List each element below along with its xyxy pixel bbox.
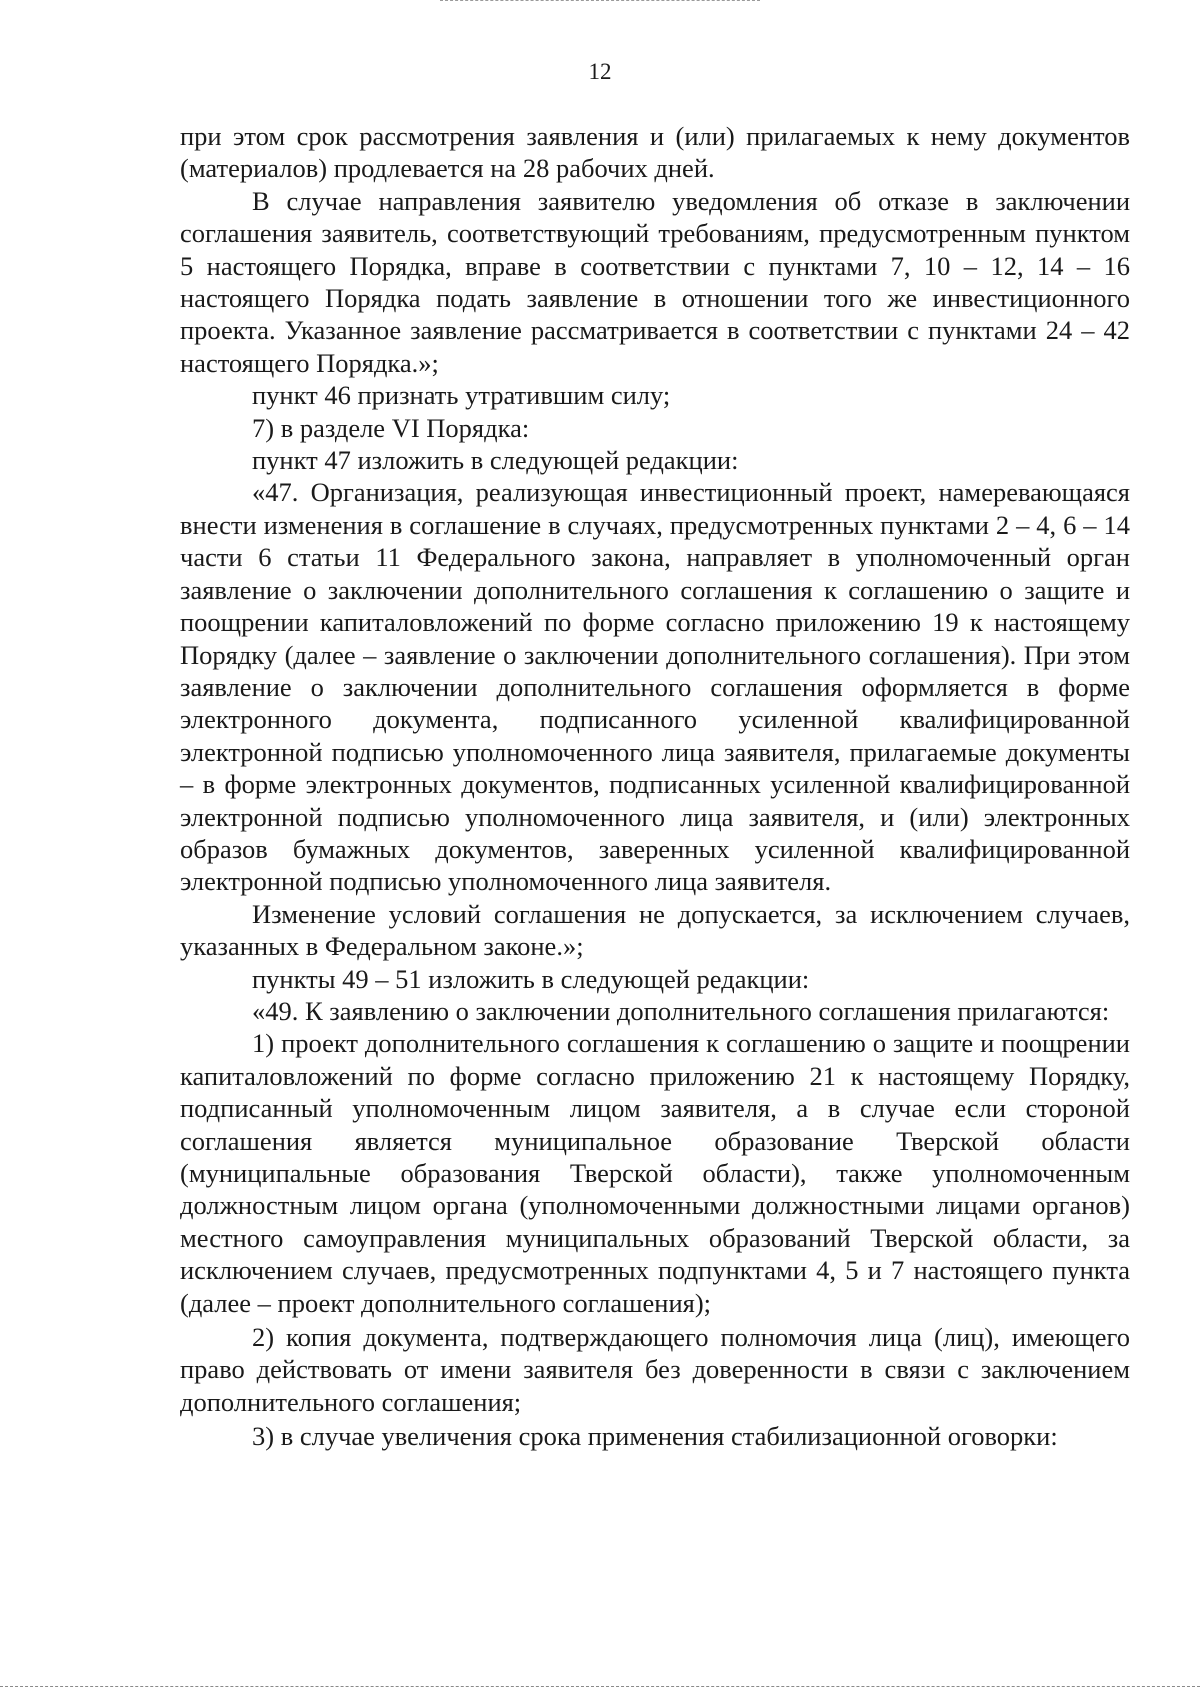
paragraph-points-49-51-intro: пункты 49 – 51 изложить в следующей редакции:	[252, 963, 810, 994]
scan-edge-bottom	[0, 1686, 1200, 1687]
paragraph-point-47: «47. Организация, реализующая инвестиционный проект, намеревающаяся внести изменения в соглашение в случаях, предусмотренных пунктами 2 – 4, 6 – 14 части 6 статьи 11 Федерального закона, направляет в уполномоченный орган заявление о заключении дополнительного соглашения к соглашению о защите и поощрении капиталовложений по форме согласно приложению 19 к настоящему Порядку (далее – заявление о заключении дополнительного соглашения). При этом заявление о заключении дополнительного соглашения оформляется в форме электронного документа, подписанного усиленной квалифицированной электронной подписью уполномоченного лица заявителя, прилагаемые документы – в форме электронных документов, подписанных усиленной квалифицированной электронной подписью уполномоченного лица заявителя, и (или) электронных образов бумажных документов, заверенных усиленной квалифицированной электронной подписью уполномоченного лица заявителя.	[180, 477, 1130, 897]
paragraph-refusal-notice: В случае направления заявителю уведомления об отказе в заключении соглашения заявитель, соответствующий требованиям, предусмотренным пунктом 5 настоящего Порядка, вправе в соответствии с пунктами 7, 10 – 12, 14 – 16 настоящего Порядка подать заявление в отношении того же инвестиционного проекта. Указанное заявление рассматривается в соответствии с пунктами 24 – 42 настоящего Порядка.»;	[180, 185, 1130, 378]
list-item-1: 1) проект дополнительного соглашения к соглашению о защите и поощрении капиталовложений по форме согласно приложению 21 к настоящему Порядку, подписанный уполномоченным лицом заявителя, а в случае если стороной соглашения является муниципальное образование Тверской области (муниципальные образования Тверской области), также уполномоченным должностным лицом органа (уполномоченными должностными лицами органов) местного самоуправления муниципальных образований Тверской области, за исключением случаев, предусмотренных подпунктами 4, 5 и 7 настоящего пункта (далее – проект дополнительного соглашения);	[180, 1028, 1130, 1318]
paragraph-continuation: при этом срок рассмотрения заявления и (или) прилагаемых к нему документов (материалов) продлевается на 28 рабочих дней.	[180, 121, 1130, 184]
page-number: 12	[588, 59, 612, 84]
paragraph-conditions-change: Изменение условий соглашения не допускается, за исключением случаев, указанных в Федеральном законе.»;	[180, 898, 1130, 962]
document-body	[180, 120, 1130, 1453]
list-item-2: 2) копия документа, подтверждающего полномочия лица (лиц), имеющего право действовать от имени заявителя без доверенности в связи с заключением дополнительного соглашения;	[180, 1322, 1130, 1417]
paragraph-section-vi: 7) в разделе VI Порядка:	[252, 412, 530, 443]
scan-edge-top	[440, 0, 760, 1]
paragraph-point-46: пункт 46 признать утратившим силу;	[252, 380, 671, 411]
paragraph-point-47-intro: пункт 47 изложить в следующей редакции:	[252, 445, 739, 476]
list-item-3: 3) в случае увеличения срока применения стабилизационной оговорки:	[252, 1421, 1058, 1452]
paragraph-point-49: «49. К заявлению о заключении дополнительного соглашения прилагаются:	[252, 995, 1110, 1026]
